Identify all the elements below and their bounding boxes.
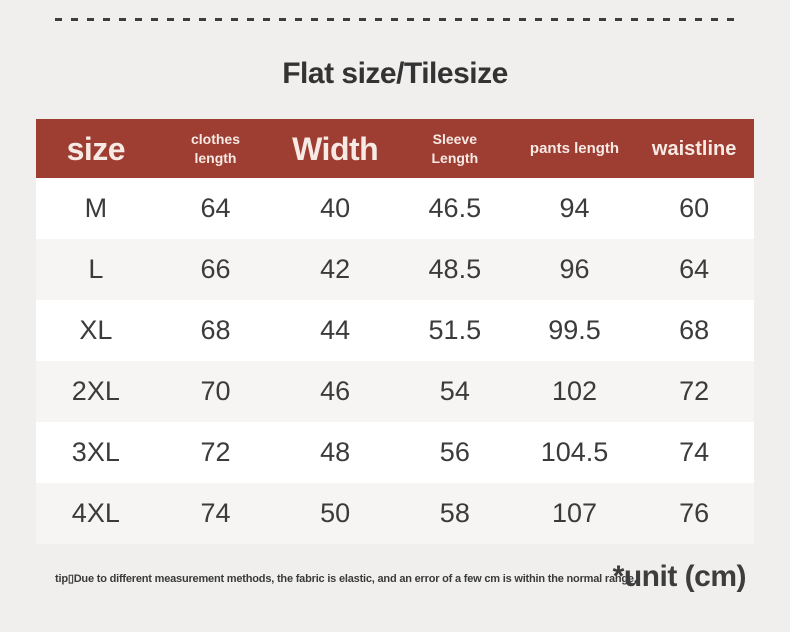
size-cell: 4XL [71,498,120,528]
size-cell: L [88,254,104,284]
value-cell: 44 [320,315,351,345]
value-cell: 104.5 [540,437,609,467]
value-cell: 46 [320,376,351,406]
value-cell: 107 [551,498,598,528]
table-row-2xl [36,361,754,422]
value-cell: 74 [200,498,231,528]
value-cell: 70 [200,376,231,406]
value-cell: 56 [439,437,470,467]
size-cell: 3XL [71,437,120,467]
value-cell: 72 [679,376,710,406]
table-header-row [36,119,754,178]
header-clothes-length-line2: length [194,149,237,166]
value-cell: 51.5 [428,315,482,345]
unit-note: *unit (cm) [612,560,746,593]
value-cell: 46.5 [428,193,482,223]
size-cell: 2XL [71,376,120,406]
value-cell: 48.5 [428,254,482,284]
measurement-tip: tip▯Due to different measurement methods, the fabric is elastic, and an error of a few cm is within the normal range. [55,573,637,585]
header-size: size [66,130,126,167]
header-pants-length: pants length [529,140,620,157]
header-clothes-length [156,130,276,168]
table-row-4xl [36,483,754,544]
page-title: Flat size/Tilesize [282,57,508,90]
header-waistline: waistline [651,137,737,160]
value-cell: 60 [679,193,710,223]
value-cell: 66 [200,254,231,284]
value-cell: 64 [200,193,231,223]
table-row-xl [36,300,754,361]
table-row-m [36,178,754,239]
value-cell: 54 [439,376,470,406]
value-cell: 48 [320,437,351,467]
table-body [36,178,754,544]
value-cell: 50 [320,498,351,528]
value-cell: 64 [679,254,710,284]
value-cell: 58 [439,498,470,528]
size-cell: M [84,193,108,223]
header-sleeve-length-line2: Length [431,149,479,166]
dashed-divider [55,18,737,21]
value-cell: 74 [679,437,710,467]
value-cell: 99.5 [548,315,601,345]
value-cell: 76 [679,498,710,528]
table-row-3xl [36,422,754,483]
size-cell: XL [79,315,113,345]
value-cell: 94 [559,193,590,223]
header-sleeve-length-line1: Sleeve [432,130,477,147]
value-cell: 72 [200,437,231,467]
value-cell: 102 [551,376,598,406]
size-table [36,119,754,544]
value-cell: 68 [200,315,231,345]
value-cell: 42 [320,254,351,284]
value-cell: 68 [679,315,710,345]
header-clothes-length-line1: clothes [190,130,240,147]
value-cell: 96 [559,254,590,284]
value-cell: 40 [320,193,351,223]
table-row-l [36,239,754,300]
header-sleeve-length [395,130,515,168]
header-width: Width [292,130,379,167]
